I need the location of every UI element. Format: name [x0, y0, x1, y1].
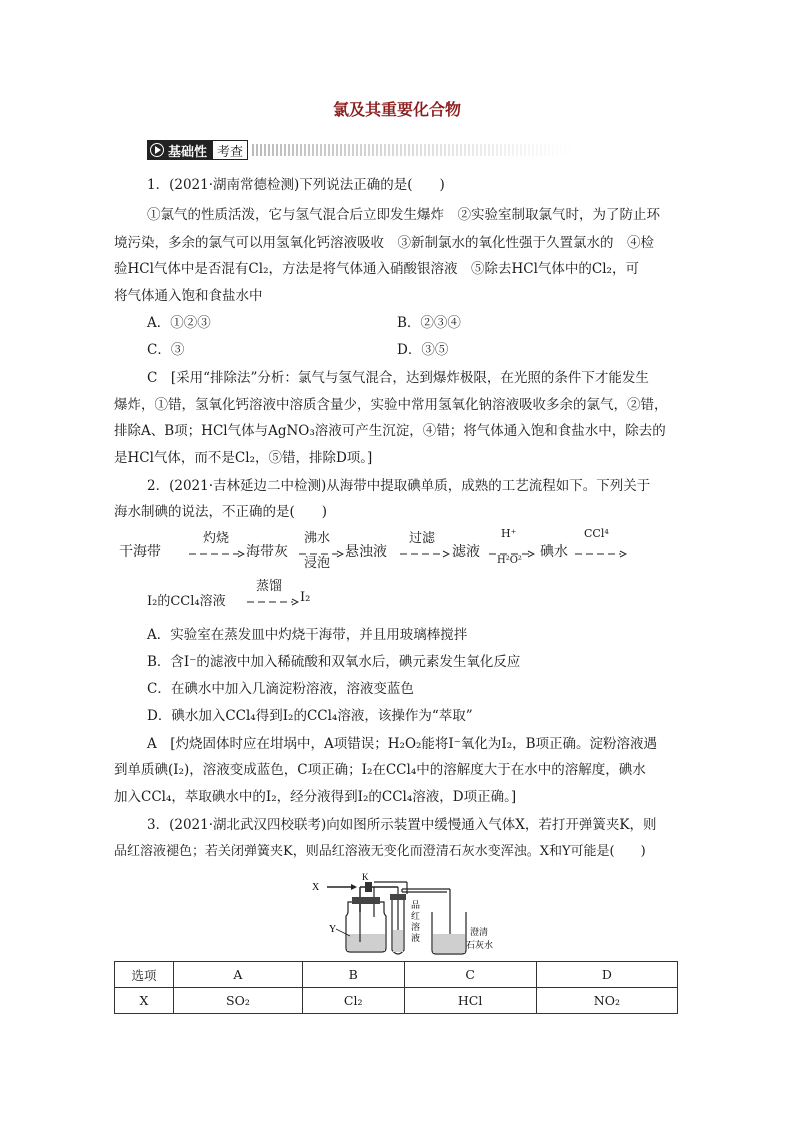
q2-answer: 到单质碘(I₂)，溶液变成蓝色，C项正确；I₂在CCl₄中的溶解度大于在水中的溶解度，碘水 [114, 762, 646, 778]
flow-arrow [575, 549, 627, 559]
table-cell: NO₂ [536, 988, 677, 1014]
flow-step: 海带灰 [246, 544, 288, 560]
flow-step: I₂的CCl₄溶液 [147, 594, 226, 609]
q1-answer: 是HCl气体，而不是Cl₂，⑤错，排除D项。] [114, 450, 373, 466]
table-cell: SO₂ [174, 988, 303, 1014]
flow-condition: 浸泡 [304, 556, 331, 571]
banner-sublabel: 考查 [212, 140, 248, 160]
flow-condition: 蒸馏 [256, 579, 283, 594]
label-x: X [312, 882, 320, 893]
table-cell: Cl₂ [302, 988, 404, 1014]
q1-line: 验HCl气体中是否混有Cl₂，方法是将气体通入硝酸银溶液 ⑤除去HCl气体中的Cl₂，可 [114, 261, 639, 277]
q1-option-c: C．③ [147, 342, 185, 358]
table-cell: B [302, 962, 404, 988]
q1-answer: 爆炸，①错，氢氧化钙溶液中溶质含量少，实验中常用氢氧化钠溶液吸收多余的氯气，②错， [114, 397, 668, 413]
label-y: Y [329, 924, 337, 935]
label-pinhong: 品 [411, 901, 421, 911]
q3-stem: 3．(2021·湖北武汉四校联考)向如图所示装置中缓慢通入气体X，若打开弹簧夹K，则 [147, 817, 657, 833]
table-cell: 选项 [115, 962, 174, 988]
q2-stem: 2．(2021·吉林延边二中检测)从海带中提取碘单质，成熟的工艺流程如下。下列关于 [147, 478, 651, 494]
banner-label: 基础性 [147, 140, 212, 160]
q1-stem: 1．(2021·湖南常德检测)下列说法正确的是( ) [147, 177, 445, 193]
section-banner [147, 139, 572, 161]
label-limewater: 石灰水 [466, 941, 494, 951]
q2-option-a: A．实验室在蒸发皿中灼烧干海带，并且用玻璃棒搅拌 [147, 627, 468, 643]
flow-condition: 灼烧 [203, 531, 230, 546]
q1-line: 境污染，多余的氯气可以用氢氧化钙溶液吸收 ③新制氯水的氧化性强于久置氯水的 ④检 [114, 235, 654, 251]
table-header-row [115, 962, 678, 988]
flow-arrow [247, 597, 299, 607]
q1-option-b: B．②③④ [397, 315, 461, 331]
flow-condition: CCl⁴ [584, 527, 609, 540]
label-pinhong: 液 [411, 934, 421, 944]
label-k: K [362, 872, 369, 882]
flow-arrow [400, 549, 450, 559]
page-title: 氯及其重要化合物 [332, 100, 461, 119]
q3-apparatus-figure [310, 872, 510, 960]
q1-line: 将气体通入饱和食盐水中 [114, 288, 263, 304]
flow-step: 干海带 [119, 544, 161, 560]
banner-decoration [252, 144, 572, 156]
flow-condition: H²O² [497, 555, 522, 566]
label-pinhong: 红 [411, 912, 421, 922]
q1-answer: C [采用“排除法”分析：氯气与氢气混合，达到爆炸极限，在光照的条件下才能发生 [147, 370, 649, 386]
play-icon [150, 143, 164, 157]
q1-line: ①氯气的性质活泼，它与氢气混合后立即发生爆炸 ②实验室制取氯气时，为了防止环 [147, 207, 660, 223]
q3-options-table [114, 961, 678, 1014]
q1-option-d: D．③⑤ [397, 342, 449, 358]
q2-answer: A [灼烧固体时应在坩埚中，A项错误；H₂O₂能将I⁻氧化为I₂，B项正确。淀粉溶液遇 [147, 736, 658, 752]
label-pinhong: 溶 [411, 923, 421, 933]
table-cell: A [174, 962, 303, 988]
flow-step: 滤液 [452, 544, 480, 560]
q2-option-b: B．含I⁻的滤液中加入稀硫酸和双氧水后，碘元素发生氧化反应 [147, 654, 521, 670]
flow-condition: 沸水 [304, 531, 331, 546]
clamp-k [365, 882, 372, 892]
stopper [352, 897, 380, 904]
flow-condition: H⁺ [501, 527, 517, 540]
label-limewater: 澄清 [470, 928, 489, 938]
q2-option-d: D．碘水加入CCl₄得到I₂的CCl₄溶液，该操作为“萃取” [147, 708, 473, 724]
flow-step: I₂ [300, 590, 311, 605]
q1-answer: 排除A、B项；HCl气体与AgNO₃溶液可产生沉淀，④错；将气体通入饱和食盐水中，除去的 [114, 423, 666, 439]
table-cell: X [115, 988, 174, 1014]
q2-answer: 加入CCl₄，萃取碘水中的I₂，经分液得到I₂的CCl₄溶液，D项正确。] [114, 789, 517, 805]
table-cell: D [536, 962, 677, 988]
flow-condition: 过滤 [409, 531, 436, 546]
q1-option-a: A．①②③ [147, 315, 211, 331]
q3-stem: 品红溶液褪色；若关闭弹簧夹K，则品红溶液无变化而澄清石灰水变浑浊。X和Y可能是( ) [114, 844, 646, 859]
table-row [115, 988, 678, 1014]
q2-stem: 海水制碘的说法，不正确的是( ) [114, 504, 328, 520]
q2-option-c: C．在碘水中加入几滴淀粉溶液，溶液变蓝色 [147, 681, 414, 697]
table-cell: HCl [404, 988, 536, 1014]
flow-step: 碘水 [540, 544, 568, 560]
flow-arrow [189, 549, 245, 559]
flow-step: 悬浊液 [345, 544, 387, 560]
table-cell: C [404, 962, 536, 988]
